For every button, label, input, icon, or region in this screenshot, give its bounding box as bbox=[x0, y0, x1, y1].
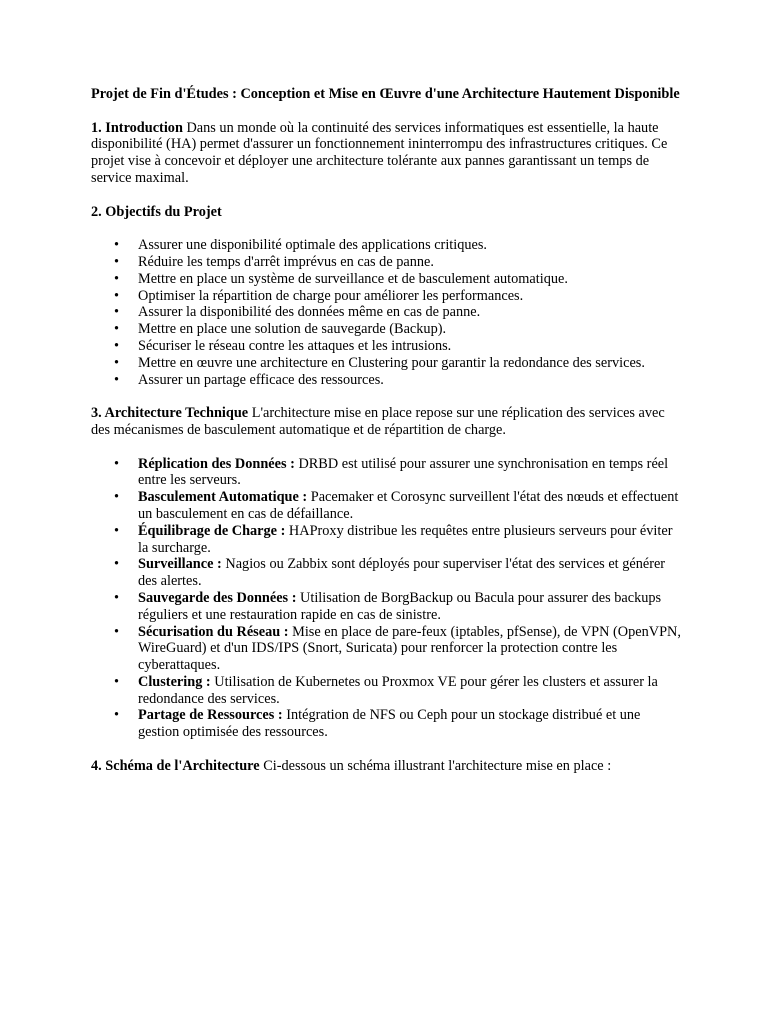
schema-text: Ci-dessous un schéma illustrant l'architecture mise en place : bbox=[259, 757, 612, 774]
list-item-text: Réduire les temps d'arrêt imprévus en cas de panne. bbox=[138, 253, 434, 270]
list-item bbox=[91, 489, 681, 523]
bullet-icon: • bbox=[114, 489, 120, 506]
list-item bbox=[91, 338, 681, 355]
list-item-term: Partage de Ressources : bbox=[138, 707, 283, 724]
bullet-icon: • bbox=[114, 304, 120, 321]
bullet-icon: • bbox=[114, 623, 120, 640]
list-item-text: Optimiser la répartition de charge pour améliorer les performances. bbox=[138, 287, 524, 304]
bullet-icon: • bbox=[114, 522, 120, 539]
bullet-icon: • bbox=[114, 371, 120, 388]
list-item bbox=[91, 237, 681, 254]
list-item-term: Clustering : bbox=[138, 673, 211, 690]
list-item-desc: Mise en place de pare-feux (iptables, pfSense), de VPN (OpenVPN, WireGuard) et d'un IDS/IPS (Snort, Suricata) pour renforcer la protection contre les cyberattaques. bbox=[138, 623, 681, 674]
list-item-text: Mettre en œuvre une architecture en Clustering pour garantir la redondance des services. bbox=[138, 354, 645, 371]
bullet-icon: • bbox=[114, 270, 120, 287]
list-item bbox=[91, 271, 681, 288]
list-item bbox=[91, 288, 681, 305]
list-item-term: Surveillance : bbox=[138, 556, 222, 573]
list-item bbox=[91, 304, 681, 321]
bullet-icon: • bbox=[114, 673, 120, 690]
list-item bbox=[91, 674, 681, 708]
bullet-icon: • bbox=[114, 287, 120, 304]
list-item bbox=[91, 624, 681, 674]
list-item-desc: HAProxy distribue les requêtes entre plusieurs serveurs pour éviter la surcharge. bbox=[138, 522, 673, 556]
list-item bbox=[91, 556, 681, 590]
list-item-text: Assurer la disponibilité des données même en cas de panne. bbox=[138, 304, 481, 321]
schema-paragraph bbox=[91, 758, 681, 775]
list-item-term: Équilibrage de Charge : bbox=[138, 522, 286, 539]
list-item-term: Réplication des Données : bbox=[138, 455, 295, 472]
bullet-icon: • bbox=[114, 253, 120, 270]
list-item bbox=[91, 372, 681, 389]
list-item-text: Assurer un partage efficace des ressources. bbox=[138, 371, 384, 388]
list-item-desc: Utilisation de Kubernetes ou Proxmox VE pour gérer les clusters et assurer la redondance des services. bbox=[138, 673, 658, 707]
bullet-icon: • bbox=[114, 337, 120, 354]
list-item-desc: Intégration de NFS ou Ceph pour un stockage distribué et une gestion optimisée des ressources. bbox=[138, 707, 641, 741]
document-title: Projet de Fin d'Études : Conception et Mise en Œuvre d'une Architecture Hautement Disponible bbox=[91, 86, 680, 102]
architecture-text: L'architecture mise en place repose sur une réplication des services avec des mécanismes de basculement automatique et de répartition de charge. bbox=[91, 405, 665, 438]
bullet-icon: • bbox=[114, 589, 120, 606]
schema-heading: 4. Schéma de l'Architecture bbox=[91, 757, 260, 774]
objectifs-heading: 2. Objectifs du Projet bbox=[91, 203, 222, 220]
list-item-text: Sécuriser le réseau contre les attaques et les intrusions. bbox=[138, 337, 452, 354]
list-item bbox=[91, 590, 681, 624]
bullet-icon: • bbox=[114, 707, 120, 724]
architecture-list bbox=[91, 456, 681, 742]
list-item-desc: Nagios ou Zabbix sont déployés pour superviser l'état des services et générer des alertes. bbox=[138, 556, 666, 590]
list-item bbox=[91, 456, 681, 490]
introduction-heading: 1. Introduction bbox=[91, 119, 183, 136]
objectifs-list bbox=[91, 237, 681, 388]
bullet-icon: • bbox=[114, 321, 120, 338]
list-item bbox=[91, 321, 681, 338]
bullet-icon: • bbox=[114, 556, 120, 573]
list-item-desc: Pacemaker et Corosync surveillent l'état des nœuds et effectuent un basculement en cas de défaillance. bbox=[138, 489, 679, 522]
bullet-icon: • bbox=[114, 237, 120, 254]
list-item-desc: DRBD est utilisé pour assurer une synchronisation en temps réel entre les serveurs. bbox=[138, 455, 669, 489]
list-item bbox=[91, 355, 681, 372]
list-item-text: Assurer une disponibilité optimale des applications critiques. bbox=[138, 237, 488, 254]
bullet-icon: • bbox=[114, 455, 120, 472]
list-item bbox=[91, 523, 681, 557]
list-item-desc: Utilisation de BorgBackup ou Bacula pour assurer des backups réguliers et une restauration rapide en cas de sinistre. bbox=[138, 589, 662, 623]
list-item-text: Mettre en place une solution de sauvegarde (Backup). bbox=[138, 321, 447, 338]
document-page bbox=[91, 86, 681, 775]
list-item-text: Mettre en place un système de surveillance et de basculement automatique. bbox=[138, 270, 568, 287]
list-item-term: Basculement Automatique : bbox=[138, 489, 308, 506]
architecture-paragraph bbox=[91, 405, 681, 439]
introduction-paragraph bbox=[91, 120, 681, 187]
list-item bbox=[91, 707, 681, 741]
list-item-term: Sauvegarde des Données : bbox=[138, 589, 297, 606]
architecture-heading: 3. Architecture Technique bbox=[91, 405, 249, 422]
introduction-text: Dans un monde où la continuité des services informatiques est essentielle, la haute disponibilité (HA) permet d'assurer un fonctionnement ininterrompu des infrastructures critiques. Ce projet vise à concevoir et déployer une architecture tolérante aux pannes garantissant un temps de service maximal. bbox=[91, 119, 668, 186]
bullet-icon: • bbox=[114, 354, 120, 371]
list-item-term: Sécurisation du Réseau : bbox=[138, 623, 289, 640]
list-item bbox=[91, 254, 681, 271]
